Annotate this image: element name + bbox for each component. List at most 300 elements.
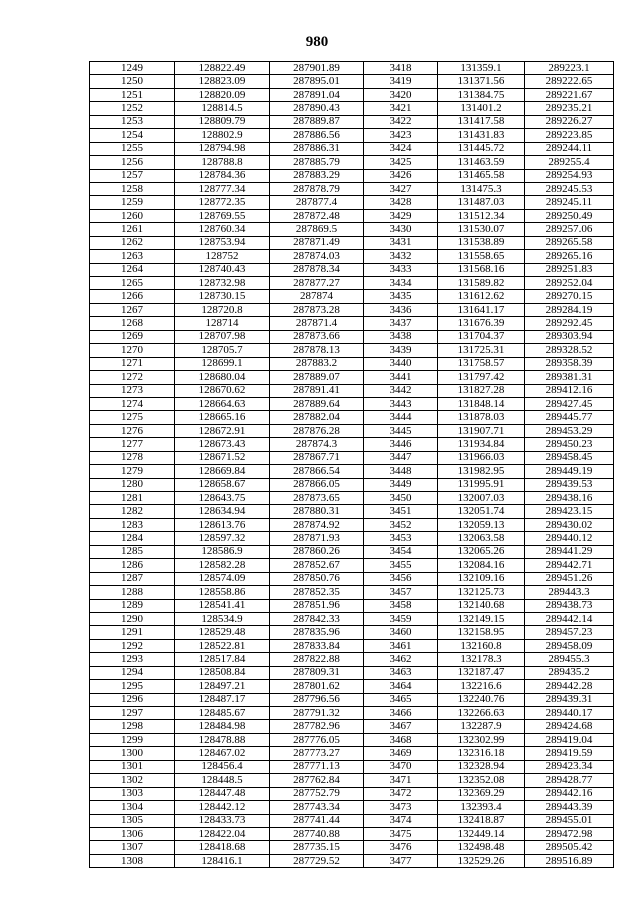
point-id-left-cell: 1259 <box>90 196 175 209</box>
point-id-right-cell: 3436 <box>364 303 438 316</box>
y-right-cell: 289440.12 <box>525 532 614 545</box>
point-id-left-cell: 1304 <box>90 801 175 814</box>
point-id-left-cell: 1306 <box>90 827 175 840</box>
x-left-cell: 128447.48 <box>175 787 270 800</box>
point-id-right-cell: 3461 <box>364 639 438 652</box>
x-right-cell: 132084.16 <box>438 559 525 572</box>
y-right-cell: 289223.85 <box>525 129 614 142</box>
y-left-cell: 287874.03 <box>270 250 364 263</box>
table-row <box>90 814 614 827</box>
x-right-cell: 132140.68 <box>438 599 525 612</box>
y-right-cell: 289516.89 <box>525 854 614 867</box>
y-left-cell: 287752.79 <box>270 787 364 800</box>
y-left-cell: 287735.15 <box>270 841 364 854</box>
point-id-right-cell: 3422 <box>364 115 438 128</box>
point-id-left-cell: 1284 <box>90 532 175 545</box>
point-id-right-cell: 3420 <box>364 88 438 101</box>
x-left-cell: 128671.52 <box>175 451 270 464</box>
x-right-cell: 131934.84 <box>438 438 525 451</box>
y-left-cell: 287869.5 <box>270 223 364 236</box>
x-right-cell: 132059.13 <box>438 518 525 531</box>
x-left-cell: 128784.36 <box>175 169 270 182</box>
x-right-cell: 132302.99 <box>438 733 525 746</box>
point-id-right-cell: 3446 <box>364 438 438 451</box>
table-row <box>90 223 614 236</box>
x-left-cell: 128788.8 <box>175 156 270 169</box>
point-id-right-cell: 3421 <box>364 102 438 115</box>
x-left-cell: 128658.67 <box>175 478 270 491</box>
y-right-cell: 289451.26 <box>525 572 614 585</box>
x-right-cell: 132369.29 <box>438 787 525 800</box>
y-right-cell: 289458.09 <box>525 639 614 652</box>
y-right-cell: 289441.29 <box>525 545 614 558</box>
point-id-right-cell: 3464 <box>364 680 438 693</box>
x-left-cell: 128558.86 <box>175 586 270 599</box>
point-id-right-cell: 3477 <box>364 854 438 867</box>
x-right-cell: 131878.03 <box>438 411 525 424</box>
y-left-cell: 287729.52 <box>270 854 364 867</box>
point-id-right-cell: 3474 <box>364 814 438 827</box>
point-id-right-cell: 3454 <box>364 545 438 558</box>
table-row <box>90 492 614 505</box>
point-id-right-cell: 3467 <box>364 720 438 733</box>
x-left-cell: 128814.5 <box>175 102 270 115</box>
y-left-cell: 287889.87 <box>270 115 364 128</box>
table-row <box>90 787 614 800</box>
point-id-right-cell: 3435 <box>364 290 438 303</box>
y-left-cell: 287873.65 <box>270 492 364 505</box>
table-row <box>90 88 614 101</box>
x-left-cell: 128442.12 <box>175 801 270 814</box>
x-right-cell: 131907.71 <box>438 424 525 437</box>
y-right-cell: 289450.23 <box>525 438 614 451</box>
table-row <box>90 639 614 652</box>
x-left-cell: 128497.21 <box>175 680 270 693</box>
point-id-left-cell: 1305 <box>90 814 175 827</box>
x-right-cell: 131431.83 <box>438 129 525 142</box>
y-right-cell: 289505.42 <box>525 841 614 854</box>
y-left-cell: 287873.66 <box>270 330 364 343</box>
x-left-cell: 128416.1 <box>175 854 270 867</box>
table-row <box>90 75 614 88</box>
point-id-left-cell: 1252 <box>90 102 175 115</box>
y-left-cell: 287883.2 <box>270 357 364 370</box>
y-right-cell: 289457.23 <box>525 626 614 639</box>
y-right-cell: 289245.53 <box>525 182 614 195</box>
table-row <box>90 707 614 720</box>
y-left-cell: 287872.48 <box>270 209 364 222</box>
table-row <box>90 626 614 639</box>
x-right-cell: 132187.47 <box>438 666 525 679</box>
y-right-cell: 289423.15 <box>525 505 614 518</box>
x-right-cell: 132178.3 <box>438 653 525 666</box>
y-left-cell: 287835.96 <box>270 626 364 639</box>
table-row <box>90 801 614 814</box>
point-id-right-cell: 3471 <box>364 774 438 787</box>
x-left-cell: 128522.81 <box>175 639 270 652</box>
table-row <box>90 693 614 706</box>
point-id-right-cell: 3426 <box>364 169 438 182</box>
y-right-cell: 289265.58 <box>525 236 614 249</box>
y-left-cell: 287874.3 <box>270 438 364 451</box>
y-right-cell: 289270.15 <box>525 290 614 303</box>
y-right-cell: 289442.14 <box>525 612 614 625</box>
point-id-right-cell: 3434 <box>364 277 438 290</box>
table-row <box>90 196 614 209</box>
y-right-cell: 289442.16 <box>525 787 614 800</box>
y-left-cell: 287877.27 <box>270 277 364 290</box>
y-left-cell: 287801.62 <box>270 680 364 693</box>
y-left-cell: 287852.35 <box>270 586 364 599</box>
table-row <box>90 236 614 249</box>
y-left-cell: 287878.34 <box>270 263 364 276</box>
table-row <box>90 290 614 303</box>
table-row <box>90 384 614 397</box>
table-row <box>90 559 614 572</box>
point-id-left-cell: 1308 <box>90 854 175 867</box>
x-left-cell: 128680.04 <box>175 371 270 384</box>
x-left-cell: 128534.9 <box>175 612 270 625</box>
point-id-left-cell: 1253 <box>90 115 175 128</box>
table-row <box>90 545 614 558</box>
x-left-cell: 128772.35 <box>175 196 270 209</box>
point-id-left-cell: 1272 <box>90 371 175 384</box>
point-id-left-cell: 1282 <box>90 505 175 518</box>
point-id-right-cell: 3451 <box>364 505 438 518</box>
y-left-cell: 287776.05 <box>270 733 364 746</box>
y-right-cell: 289453.29 <box>525 424 614 437</box>
y-right-cell: 289440.17 <box>525 707 614 720</box>
point-id-left-cell: 1301 <box>90 760 175 773</box>
x-left-cell: 128582.28 <box>175 559 270 572</box>
x-left-cell: 128802.9 <box>175 129 270 142</box>
y-right-cell: 289358.39 <box>525 357 614 370</box>
y-left-cell: 287809.31 <box>270 666 364 679</box>
table-row <box>90 505 614 518</box>
y-right-cell: 289423.34 <box>525 760 614 773</box>
x-left-cell: 128670.62 <box>175 384 270 397</box>
x-left-cell: 128752 <box>175 250 270 263</box>
table-row <box>90 156 614 169</box>
point-id-left-cell: 1294 <box>90 666 175 679</box>
x-left-cell: 128753.94 <box>175 236 270 249</box>
y-right-cell: 289245.11 <box>525 196 614 209</box>
table-row <box>90 586 614 599</box>
x-right-cell: 132216.6 <box>438 680 525 693</box>
y-left-cell: 287867.71 <box>270 451 364 464</box>
point-id-left-cell: 1277 <box>90 438 175 451</box>
point-id-left-cell: 1275 <box>90 411 175 424</box>
y-right-cell: 289419.59 <box>525 747 614 760</box>
x-left-cell: 128777.34 <box>175 182 270 195</box>
y-left-cell: 287796.56 <box>270 693 364 706</box>
point-id-right-cell: 3463 <box>364 666 438 679</box>
table-row <box>90 263 614 276</box>
x-left-cell: 128760.34 <box>175 223 270 236</box>
table-row <box>90 720 614 733</box>
y-right-cell: 289455.3 <box>525 653 614 666</box>
point-id-left-cell: 1286 <box>90 559 175 572</box>
y-right-cell: 289381.31 <box>525 371 614 384</box>
point-id-right-cell: 3450 <box>364 492 438 505</box>
point-id-right-cell: 3445 <box>364 424 438 437</box>
point-id-left-cell: 1307 <box>90 841 175 854</box>
y-right-cell: 289438.16 <box>525 492 614 505</box>
x-right-cell: 132287.9 <box>438 720 525 733</box>
x-left-cell: 128794.98 <box>175 142 270 155</box>
point-id-left-cell: 1292 <box>90 639 175 652</box>
y-left-cell: 287866.54 <box>270 465 364 478</box>
point-id-right-cell: 3453 <box>364 532 438 545</box>
x-left-cell: 128669.84 <box>175 465 270 478</box>
table-row <box>90 599 614 612</box>
point-id-right-cell: 3443 <box>364 397 438 410</box>
x-right-cell: 131995.91 <box>438 478 525 491</box>
point-id-left-cell: 1283 <box>90 518 175 531</box>
point-id-left-cell: 1257 <box>90 169 175 182</box>
y-right-cell: 289265.16 <box>525 250 614 263</box>
point-id-left-cell: 1293 <box>90 653 175 666</box>
table-row <box>90 209 614 222</box>
y-right-cell: 289221.67 <box>525 88 614 101</box>
y-right-cell: 289458.45 <box>525 451 614 464</box>
point-id-left-cell: 1261 <box>90 223 175 236</box>
point-id-left-cell: 1266 <box>90 290 175 303</box>
y-left-cell: 287852.67 <box>270 559 364 572</box>
table-row <box>90 317 614 330</box>
x-left-cell: 128705.7 <box>175 344 270 357</box>
point-id-right-cell: 3441 <box>364 371 438 384</box>
y-right-cell: 289255.4 <box>525 156 614 169</box>
x-right-cell: 132007.03 <box>438 492 525 505</box>
point-id-right-cell: 3437 <box>364 317 438 330</box>
point-id-left-cell: 1268 <box>90 317 175 330</box>
point-id-right-cell: 3429 <box>364 209 438 222</box>
x-left-cell: 128508.84 <box>175 666 270 679</box>
x-left-cell: 128707.98 <box>175 330 270 343</box>
point-id-right-cell: 3472 <box>364 787 438 800</box>
coordinates-table <box>89 61 614 868</box>
x-left-cell: 128478.88 <box>175 733 270 746</box>
point-id-right-cell: 3427 <box>364 182 438 195</box>
y-right-cell: 289328.52 <box>525 344 614 357</box>
x-right-cell: 132266.63 <box>438 707 525 720</box>
x-left-cell: 128529.48 <box>175 626 270 639</box>
y-left-cell: 287871.49 <box>270 236 364 249</box>
table-row <box>90 424 614 437</box>
table-row <box>90 62 614 75</box>
y-left-cell: 287842.33 <box>270 612 364 625</box>
x-left-cell: 128714 <box>175 317 270 330</box>
y-left-cell: 287876.28 <box>270 424 364 437</box>
y-right-cell: 289445.77 <box>525 411 614 424</box>
point-id-left-cell: 1296 <box>90 693 175 706</box>
table-row <box>90 371 614 384</box>
point-id-left-cell: 1295 <box>90 680 175 693</box>
x-left-cell: 128597.32 <box>175 532 270 545</box>
x-left-cell: 128673.43 <box>175 438 270 451</box>
x-right-cell: 132109.16 <box>438 572 525 585</box>
y-right-cell: 289428.77 <box>525 774 614 787</box>
point-id-right-cell: 3462 <box>364 653 438 666</box>
point-id-left-cell: 1260 <box>90 209 175 222</box>
table-row <box>90 330 614 343</box>
y-right-cell: 289442.28 <box>525 680 614 693</box>
x-right-cell: 131465.58 <box>438 169 525 182</box>
y-left-cell: 287886.31 <box>270 142 364 155</box>
y-right-cell: 289424.68 <box>525 720 614 733</box>
point-id-left-cell: 1281 <box>90 492 175 505</box>
x-right-cell: 131612.62 <box>438 290 525 303</box>
table-row <box>90 747 614 760</box>
x-right-cell: 132065.26 <box>438 545 525 558</box>
y-left-cell: 287741.44 <box>270 814 364 827</box>
point-id-left-cell: 1251 <box>90 88 175 101</box>
table-row <box>90 841 614 854</box>
point-id-left-cell: 1254 <box>90 129 175 142</box>
point-id-right-cell: 3469 <box>364 747 438 760</box>
y-right-cell: 289244.11 <box>525 142 614 155</box>
y-right-cell: 289251.83 <box>525 263 614 276</box>
table-row <box>90 451 614 464</box>
table-row <box>90 774 614 787</box>
x-left-cell: 128517.84 <box>175 653 270 666</box>
x-left-cell: 128665.16 <box>175 411 270 424</box>
point-id-right-cell: 3460 <box>364 626 438 639</box>
x-right-cell: 132498.48 <box>438 841 525 854</box>
point-id-left-cell: 1278 <box>90 451 175 464</box>
y-right-cell: 289222.65 <box>525 75 614 88</box>
y-left-cell: 287874 <box>270 290 364 303</box>
y-right-cell: 289443.39 <box>525 801 614 814</box>
y-right-cell: 289455.01 <box>525 814 614 827</box>
point-id-right-cell: 3444 <box>364 411 438 424</box>
x-left-cell: 128574.09 <box>175 572 270 585</box>
x-left-cell: 128448.5 <box>175 774 270 787</box>
x-left-cell: 128664.63 <box>175 397 270 410</box>
table-row <box>90 854 614 867</box>
table-row <box>90 653 614 666</box>
y-right-cell: 289438.73 <box>525 599 614 612</box>
page-number: 980 <box>305 34 329 50</box>
y-right-cell: 289442.71 <box>525 559 614 572</box>
y-right-cell: 289430.02 <box>525 518 614 531</box>
point-id-right-cell: 3423 <box>364 129 438 142</box>
point-id-left-cell: 1256 <box>90 156 175 169</box>
y-right-cell: 289303.94 <box>525 330 614 343</box>
point-id-left-cell: 1289 <box>90 599 175 612</box>
table-row <box>90 115 614 128</box>
x-right-cell: 131417.58 <box>438 115 525 128</box>
table-row <box>90 478 614 491</box>
point-id-left-cell: 1271 <box>90 357 175 370</box>
point-id-left-cell: 1276 <box>90 424 175 437</box>
x-right-cell: 131538.89 <box>438 236 525 249</box>
y-right-cell: 289226.27 <box>525 115 614 128</box>
y-left-cell: 287895.01 <box>270 75 364 88</box>
x-right-cell: 131982.95 <box>438 465 525 478</box>
x-right-cell: 131797.42 <box>438 371 525 384</box>
point-id-right-cell: 3466 <box>364 707 438 720</box>
y-left-cell: 287773.27 <box>270 747 364 760</box>
y-left-cell: 287885.79 <box>270 156 364 169</box>
y-left-cell: 287878.79 <box>270 182 364 195</box>
x-left-cell: 128643.75 <box>175 492 270 505</box>
x-right-cell: 131445.72 <box>438 142 525 155</box>
y-right-cell: 289439.53 <box>525 478 614 491</box>
point-id-left-cell: 1249 <box>90 62 175 75</box>
y-left-cell: 287866.05 <box>270 478 364 491</box>
point-id-right-cell: 3433 <box>364 263 438 276</box>
table-row <box>90 666 614 679</box>
point-id-left-cell: 1273 <box>90 384 175 397</box>
table-row <box>90 411 614 424</box>
table-row <box>90 182 614 195</box>
x-left-cell: 128456.4 <box>175 760 270 773</box>
y-left-cell: 287860.26 <box>270 545 364 558</box>
y-left-cell: 287891.41 <box>270 384 364 397</box>
x-left-cell: 128634.94 <box>175 505 270 518</box>
x-left-cell: 128809.79 <box>175 115 270 128</box>
table-row <box>90 357 614 370</box>
table-row <box>90 518 614 531</box>
point-id-right-cell: 3432 <box>364 250 438 263</box>
point-id-left-cell: 1270 <box>90 344 175 357</box>
table-row <box>90 250 614 263</box>
table-row <box>90 277 614 290</box>
x-left-cell: 128820.09 <box>175 88 270 101</box>
point-id-right-cell: 3447 <box>364 451 438 464</box>
table-row <box>90 344 614 357</box>
x-right-cell: 131463.59 <box>438 156 525 169</box>
x-right-cell: 131758.57 <box>438 357 525 370</box>
point-id-right-cell: 3419 <box>364 75 438 88</box>
y-left-cell: 287901.89 <box>270 62 364 75</box>
x-left-cell: 128720.8 <box>175 303 270 316</box>
point-id-right-cell: 3418 <box>364 62 438 75</box>
table-row <box>90 102 614 115</box>
x-left-cell: 128699.1 <box>175 357 270 370</box>
y-left-cell: 287822.88 <box>270 653 364 666</box>
y-right-cell: 289235.21 <box>525 102 614 115</box>
y-right-cell: 289449.19 <box>525 465 614 478</box>
point-id-right-cell: 3442 <box>364 384 438 397</box>
y-left-cell: 287889.64 <box>270 397 364 410</box>
y-right-cell: 289427.45 <box>525 397 614 410</box>
point-id-right-cell: 3428 <box>364 196 438 209</box>
x-right-cell: 131589.82 <box>438 277 525 290</box>
x-right-cell: 131475.3 <box>438 182 525 195</box>
point-id-left-cell: 1265 <box>90 277 175 290</box>
x-right-cell: 132125.73 <box>438 586 525 599</box>
x-left-cell: 128485.67 <box>175 707 270 720</box>
x-left-cell: 128740.43 <box>175 263 270 276</box>
y-left-cell: 287873.28 <box>270 303 364 316</box>
y-left-cell: 287889.07 <box>270 371 364 384</box>
coordinates-table-body <box>90 62 614 868</box>
y-right-cell: 289284.19 <box>525 303 614 316</box>
y-left-cell: 287743.34 <box>270 801 364 814</box>
point-id-right-cell: 3459 <box>364 612 438 625</box>
point-id-left-cell: 1264 <box>90 263 175 276</box>
x-right-cell: 132316.18 <box>438 747 525 760</box>
y-left-cell: 287871.4 <box>270 317 364 330</box>
y-left-cell: 287871.93 <box>270 532 364 545</box>
point-id-right-cell: 3430 <box>364 223 438 236</box>
point-id-right-cell: 3424 <box>364 142 438 155</box>
point-id-left-cell: 1269 <box>90 330 175 343</box>
point-id-left-cell: 1298 <box>90 720 175 733</box>
